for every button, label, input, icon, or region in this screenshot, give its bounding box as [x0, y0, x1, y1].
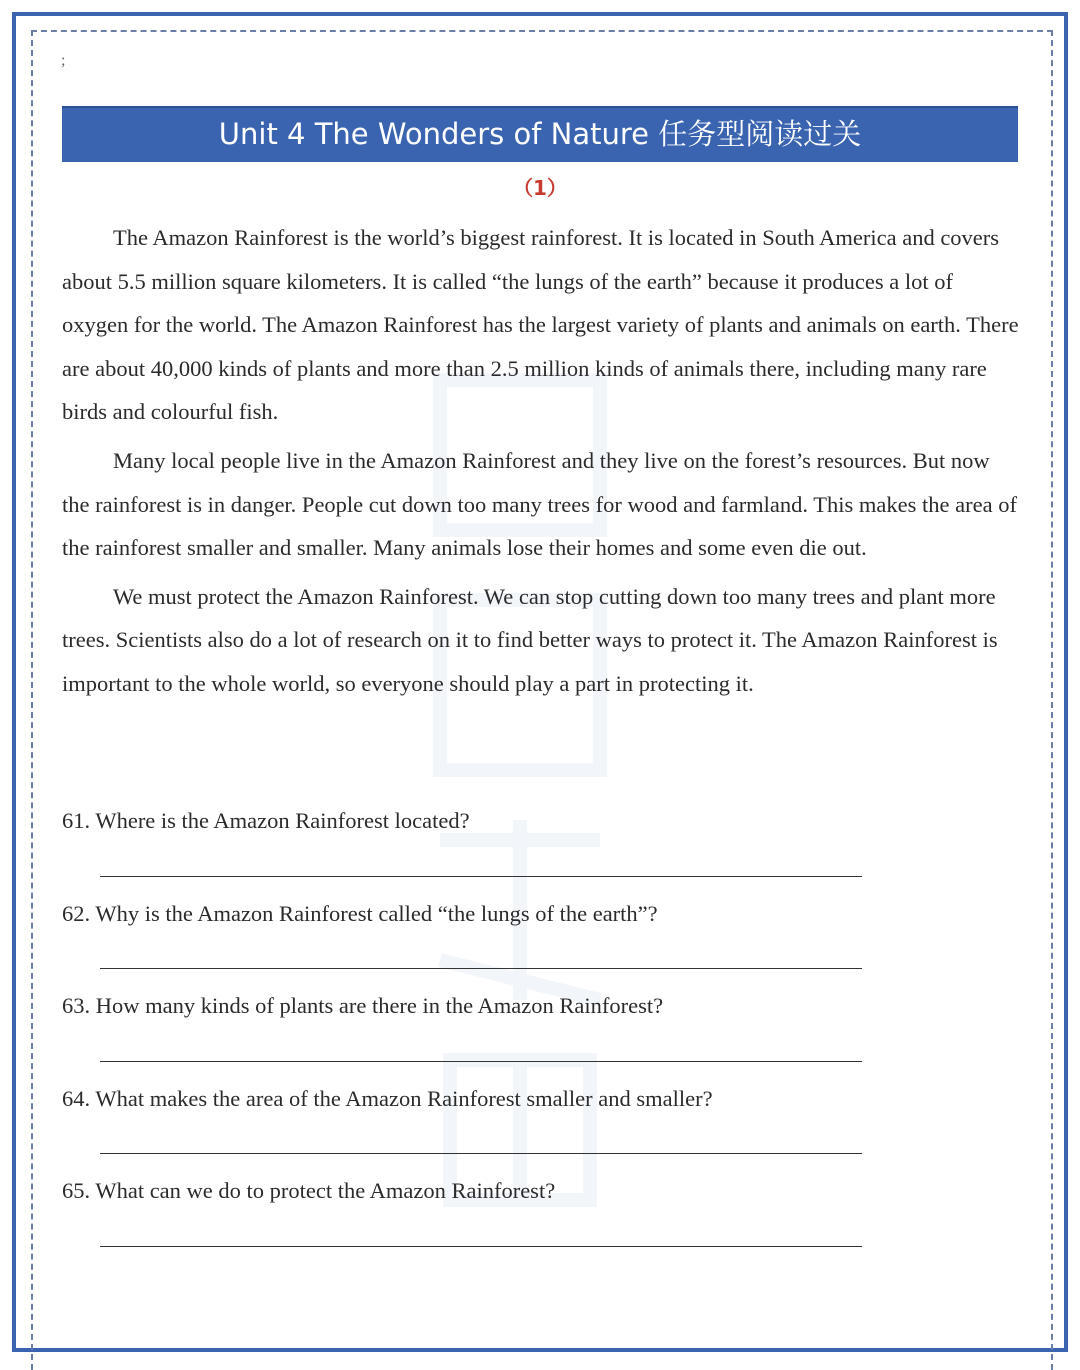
- passage-paragraph: Many local people live in the Amazon Rainforest and they live on the forest’s resources. But now the rainforest is in danger. People cut down too many trees for wood and farmland. This makes the area of the rainforest smaller and smaller. Many animals lose their homes and some even die out.: [62, 447, 1017, 561]
- answer-line-61[interactable]: [100, 876, 862, 877]
- answer-line-63[interactable]: [100, 1061, 862, 1062]
- question-61: 61. Where is the Amazon Rainforest located?: [62, 808, 470, 833]
- question-64: 64. What makes the area of the Amazon Rainforest smaller and smaller?: [62, 1086, 713, 1111]
- corner-mark: ;: [61, 52, 66, 69]
- answer-line-62[interactable]: [100, 968, 862, 969]
- passage-paragraph: We must protect the Amazon Rainforest. We can stop cutting down too many trees and plant more trees. Scientists also do a lot of research on it to find better ways to protect it. The Amazon Rainforest is important to the whole world, so everyone should play a part in protecting it.: [62, 583, 998, 696]
- question-63: 63. How many kinds of plants are there in the Amazon Rainforest?: [62, 993, 664, 1018]
- section-number: （1）: [513, 176, 567, 200]
- reading-passage: [62, 216, 1022, 711]
- question-62: 62. Why is the Amazon Rainforest called “the lungs of the earth”?: [62, 901, 658, 926]
- question-65: 65. What can we do to protect the Amazon Rainforest?: [62, 1178, 556, 1203]
- answer-line-64[interactable]: [100, 1153, 862, 1154]
- passage-paragraph: The Amazon Rainforest is the world’s biggest rainforest. It is located in South America and covers about 5.5 million square kilometers. It is called “the lungs of the earth” because it produces a lot of oxygen for the world. The Amazon Rainforest has the largest variety of plants and animals on earth. There are about 40,000 kinds of plants and more than 2.5 million kinds of animals there, including many rare birds and colourful fish.: [62, 225, 1019, 425]
- page-title: Unit 4 The Wonders of Nature 任务型阅读过关: [62, 106, 1018, 162]
- answer-line-65[interactable]: [100, 1246, 862, 1247]
